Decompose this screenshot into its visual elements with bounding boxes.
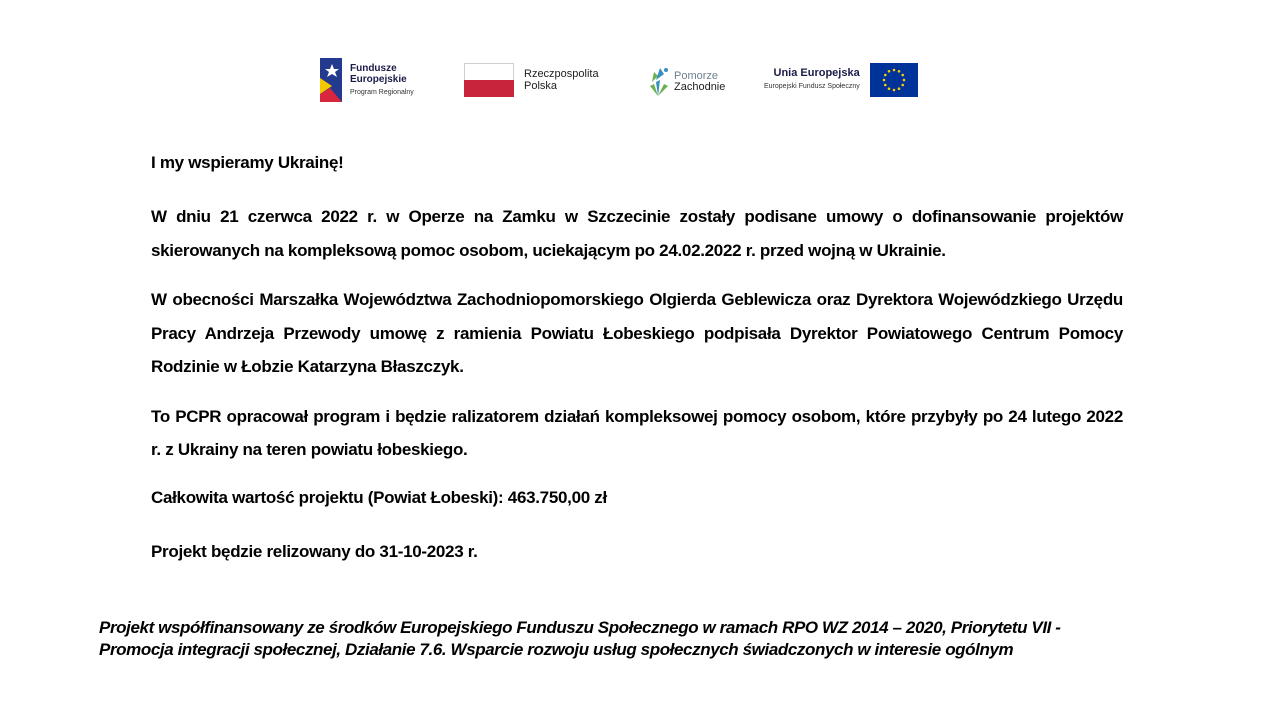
rzeczpospolita-line1: Rzeczpospolita [524, 68, 599, 80]
polish-flag-icon [464, 63, 514, 97]
unia-europejska-logo [764, 52, 918, 108]
pomorze-zachodnie-logo [646, 52, 725, 108]
rzeczpospolita-polska-logo [464, 52, 599, 108]
fundusze-europejskie-logo [318, 52, 414, 108]
logo-bar [0, 52, 1280, 112]
announcement-heading: I my wspieramy Ukrainę! [151, 153, 344, 172]
fundusze-line3: Program Regionalny [350, 88, 414, 96]
paragraph-signatories: W obecności Marszałka Województwa Zachodniopomorskiego Olgierda Geblewicza oraz Dyrektora Wojewódzkiego Urzędu Pracy Andrzeja Przewody umowę z ramienia Powiatu Łobeskiego podpisała Dyrektor Powiatowego Centrum Pomocy Rodzinie w Łobzie Katarzyna Błaszczyk. [151, 290, 1123, 376]
fundusze-europejskie-emblem-icon [318, 58, 344, 102]
paragraph-program: To PCPR opracował program i będzie ralizatorem działań kompleksowej pomocy osobom, które przybyły po 24 lutego 2022 r. z Ukrainy na teren powiatu łobeskiego. [151, 406, 1123, 459]
pomorze-line2: Zachodnie [674, 81, 726, 93]
paragraph-contract-signing: W dniu 21 czerwca 2022 r. w Operze na Zamku w Szczecinie zostały podisane umowy o dofinansowanie projektów skierowanych na kompleksową pomoc osobom, uciekającym po 24.02.2022 r. przed wojną w Ukrainie. [151, 207, 1123, 260]
eu-flag-icon [870, 63, 918, 97]
pomorze-line1: Pomorze [674, 70, 719, 82]
announcement-content [151, 148, 1123, 591]
project-end-date: Projekt będzie relizowany do 31-10-2023 r. [151, 541, 478, 561]
funding-footer-note: Projekt współfinansowany ze środków Europejskiego Funduszu Społecznego w ramach RPO WZ 2014 – 2020, Priorytetu VII - Promocja integracji społecznej, Działanie 7.6. Wsparcie rozwoju usług społecznych świadczonych w interesie ogólnym [99, 618, 1061, 659]
fundusze-line1: Fundusze [350, 62, 397, 74]
pomorze-leaf-icon [646, 62, 672, 98]
unia-line2: Europejski Fundusz Społeczny [764, 83, 860, 90]
project-value: Całkowita wartość projektu (Powiat Łobeski): 463.750,00 zł [151, 487, 607, 507]
unia-line1: Unia Europejska [773, 67, 860, 79]
rzeczpospolita-line2: Polska [524, 80, 558, 92]
fundusze-line2: Europejskie [350, 73, 407, 85]
